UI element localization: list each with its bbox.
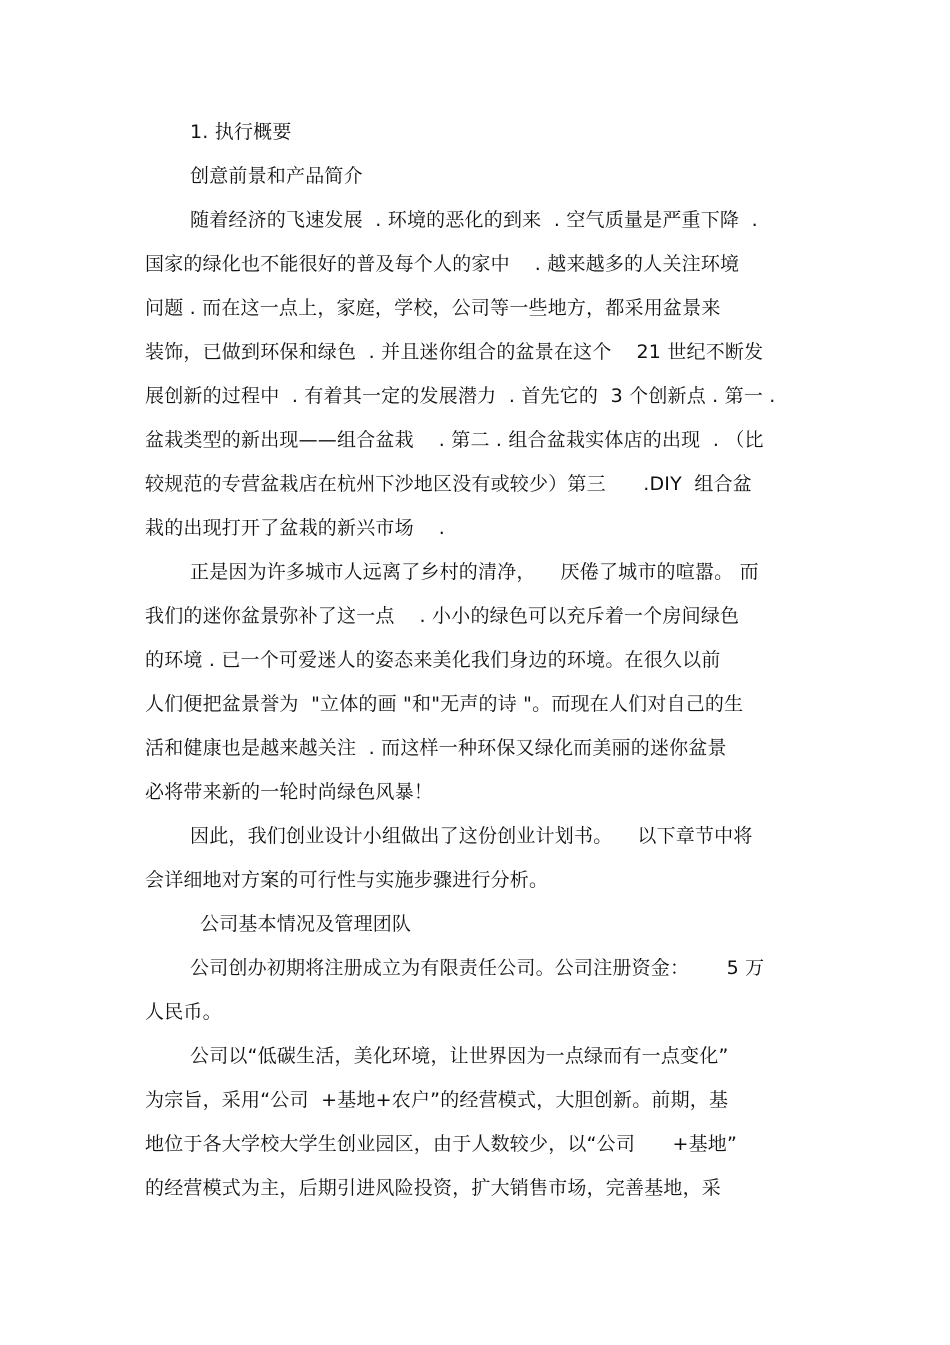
paragraph-line: 盆栽类型的新出现——组合盆栽 . 第二 . 组合盆栽实体店的出现 . （比 (145, 429, 764, 451)
paragraph-line: 地位于各大学校大学生创业园区，由于人数较少，以“公司 +基地” (145, 1133, 738, 1155)
paragraph-line: 人们便把盆景誉为 "立体的画 "和"无声的诗 "。而现在人们对自己的生 (145, 693, 744, 715)
section-heading: 1. 执行概要 (190, 121, 292, 143)
paragraph-line: 的经营模式为主，后期引进风险投资，扩大销售市场，完善基地，采 (145, 1177, 722, 1199)
paragraph-line: 栽的出现打开了盆栽的新兴市场 . (145, 517, 445, 539)
paragraph-line: 公司创办初期将注册成立为有限责任公司。公司注册资金： 5 万 (190, 957, 765, 979)
paragraph-line: 会详细地对方案的可行性与实施步骤进行分析。 (145, 869, 549, 891)
paragraph-line: 装饰，已做到环保和绿色 . 并且迷你组合的盆景在这个 21 世纪不断发 (145, 341, 764, 363)
paragraph-line: 较规范的专营盆栽店在杭州下沙地区没有或较少）第三 .DIY 组合盆 (145, 473, 752, 495)
paragraph-line: 的环境 . 已一个可爱迷人的姿态来美化我们身边的环境。在很久以前 (145, 649, 721, 671)
paragraph-line: 因此，我们创业设计小组做出了这份创业计划书。 以下章节中将 (190, 825, 753, 847)
paragraph-line: 随着经济的飞速发展 . 环境的恶化的到来 . 空气质量是严重下降 . (190, 209, 758, 231)
subsection-title: 公司基本情况及管理团队 (200, 913, 412, 935)
paragraph-line: 为宗旨，采用“公司 +基地+农户”的经营模式，大胆创新。前期，基 (145, 1089, 729, 1111)
paragraph-line: 活和健康也是越来越关注 . 而这样一种环保又绿化而美丽的迷你盆景 (145, 737, 727, 759)
paragraph-line: 人民币。 (145, 1001, 222, 1023)
paragraph-line: 公司以“低碳生活，美化环境，让世界因为一点绿而有一点变化” (190, 1045, 729, 1067)
paragraph-line: 国家的绿化也不能很好的普及每个人的家中 . 越来越多的人关注环境 (145, 253, 740, 275)
paragraph-line: 必将带来新的一轮时尚绿色风暴！ (145, 781, 434, 803)
paragraph-line: 展创新的过程中 . 有着其一定的发展潜力 . 首先它的 3 个创新点 . 第一 . (145, 385, 776, 407)
paragraph-line: 问题 . 而在这一点上，家庭，学校，公司等一些地方，都采用盆景来 (145, 297, 721, 319)
subsection-title: 创意前景和产品简介 (190, 165, 363, 187)
paragraph-line: 我们的迷你盆景弥补了这一点 . 小小的绿色可以充斥着一个房间绿色 (145, 605, 740, 627)
paragraph-line: 正是因为许多城市人远离了乡村的清净， 厌倦了城市的喧嚣。 而 (190, 561, 759, 583)
